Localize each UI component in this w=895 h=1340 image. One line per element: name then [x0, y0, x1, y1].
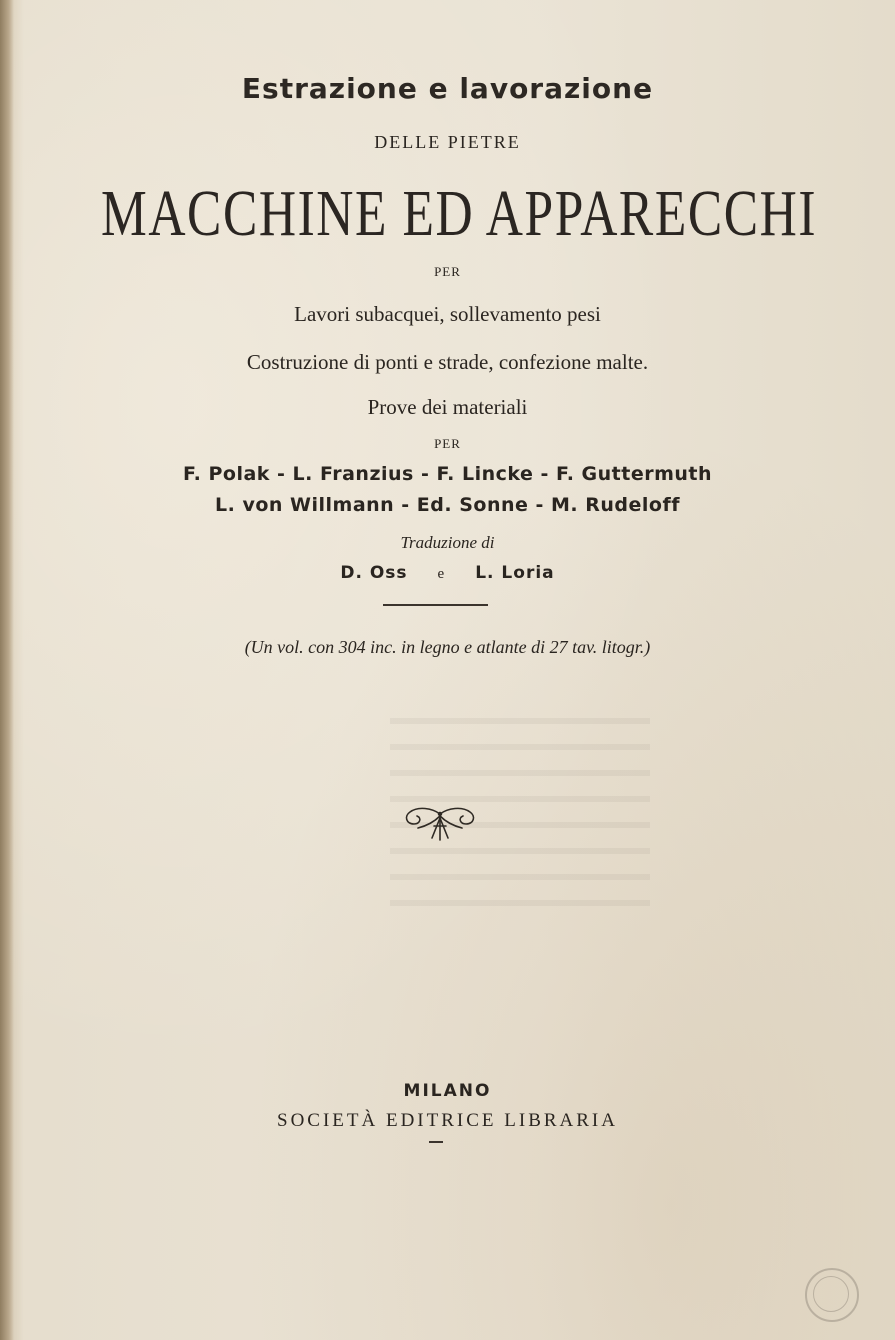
translators	[0, 563, 895, 583]
subject-line-1: Lavori subacquei, sollevamento pesi	[294, 302, 601, 326]
divider-rule	[383, 604, 488, 606]
authors-line-1: F. Polak - L. Franzius - F. Lincke - F. Guttermuth	[182, 463, 713, 485]
library-stamp-icon	[805, 1268, 859, 1322]
per-label-2: PER	[434, 436, 461, 451]
translator-conjunction: e	[437, 566, 446, 582]
volume-note: (Un vol. con 304 inc. in legno e atlante di 27 tav. litogr.)	[244, 637, 651, 657]
closing-dash	[429, 1141, 443, 1143]
main-title-text: MACCHINE ED APPARECCHI	[100, 177, 818, 250]
title-line-2: DELLE PIETRE	[374, 132, 521, 152]
subject-line-2: Costruzione di ponti e strade, confezione malte.	[246, 350, 649, 374]
title-line-1: Estrazione e lavorazione	[241, 72, 654, 105]
main-title	[0, 176, 895, 252]
per-label-1: PER	[434, 264, 461, 279]
floral-ornament-icon	[400, 804, 480, 848]
subject-line-3: Prove dei materiali	[367, 395, 528, 419]
translator-1: D. Oss	[340, 563, 408, 583]
translation-label: Traduzione di	[400, 533, 495, 552]
authors-line-2: L. von Willmann - Ed. Sonne - M. Rudeloff	[215, 494, 680, 516]
translator-2: L. Loria	[475, 563, 555, 583]
publisher: SOCIETÀ EDITRICE LIBRARIA	[277, 1110, 618, 1131]
city: MILANO	[403, 1081, 492, 1101]
